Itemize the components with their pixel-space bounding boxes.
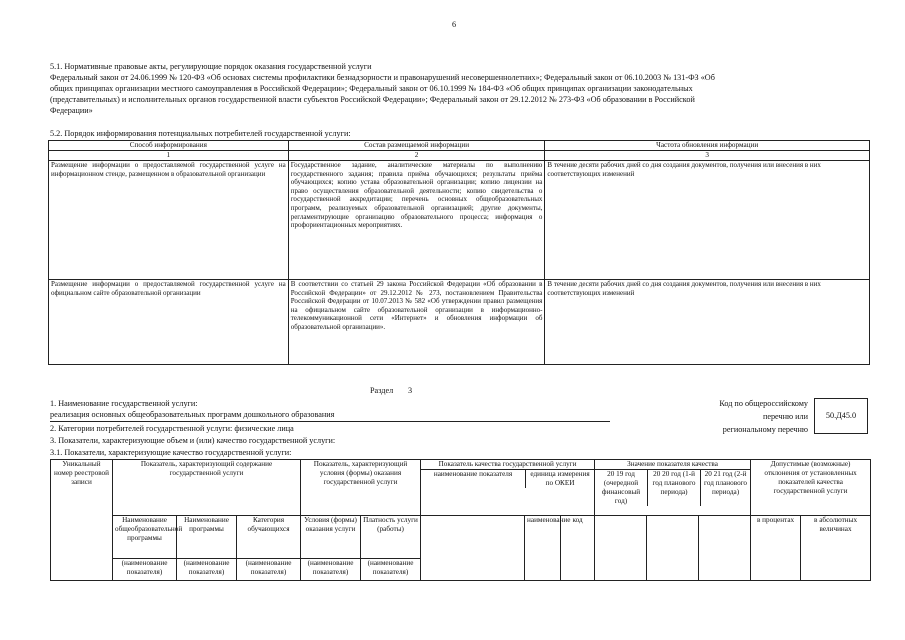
info-method: Размещение информации о предоставляемой государственной услуге на информационном стенде, размещенном в образовательной организации	[49, 161, 289, 280]
info-method: Размещение информации о предоставляемой государственной услуге на официальном сайте образовательной организации	[49, 280, 289, 365]
header-indicator-name: наименование показателя	[421, 470, 526, 488]
info-table	[48, 140, 870, 365]
indicator-note: (наименование показателя)	[361, 558, 421, 580]
empty-cell	[699, 516, 751, 581]
header-year-1: 20 19 год (очередной финансовый год)	[595, 470, 648, 506]
quality-table	[50, 459, 871, 581]
indicator-note: (наименование показателя)	[237, 558, 301, 580]
sub-absolute: в абсолютных величинах	[801, 516, 871, 581]
sub-conditions: Условия (формы) оказания услуги	[301, 516, 361, 558]
legal-text-line: общих принципах организации местного самоуправления в Российской Федерации»; Федеральный закон от 06.10.1999 № 184-ФЗ «Об общих принципах организации законодательных	[50, 84, 693, 93]
legal-heading: 5.1. Нормативные правовые акты, регулирующие порядок оказания государственной услуги	[50, 62, 372, 71]
sub-percent: в процентах	[751, 516, 801, 581]
header-quality-indicator	[421, 460, 595, 516]
indicator-note: (наименование показателя)	[177, 558, 237, 580]
service-name: реализация основных общеобразовательных программ дошкольного образования	[50, 410, 610, 422]
code-label: перечню или	[762, 412, 808, 421]
info-col-header: Состав размещаемой информации	[288, 141, 545, 151]
indicators-heading: 3. Показатели, характеризующие объем и (или) качество государственной услуги:	[50, 436, 336, 445]
empty-cell	[595, 516, 647, 581]
table-row	[49, 161, 870, 280]
info-heading: 5.2. Порядок информирования потенциальных потребителей государственной услуги:	[50, 129, 351, 138]
indicator-note: (наименование показателя)	[301, 558, 361, 580]
legal-text-line: (представительных) и исполнительных органов государственной власти субъектов Российской Федерации»; Федеральный закон от 29.12.2012 № 273-ФЗ «Об образовании в Российской	[50, 95, 695, 104]
header-content-indicator: Показатель, характеризующий содержание государственной услуги	[113, 460, 301, 516]
header-quality-title: Показатель качества государственной услуги	[421, 460, 594, 470]
indicator-note: (наименование показателя)	[113, 558, 177, 580]
table-row	[49, 280, 870, 365]
info-col-header: Частота обновления информации	[545, 141, 870, 151]
empty-cell	[421, 516, 525, 581]
legal-text-line: Федеральный закон от 24.06.1999 № 120-ФЗ «Об основах системы профилактики безнадзорности и правонарушений несовершеннолетних»; Федеральный закон от 06.10.2003 № 131-ФЗ «Об	[50, 73, 715, 82]
code-value: 50.Д45.0	[814, 398, 868, 434]
sub-programs: Наименование программы	[177, 516, 237, 558]
header-unique-number: Уникальный номер реестровой записи	[51, 460, 113, 581]
info-content: Государственное задание, аналитические материалы по выполнению государственного задания; правила приёма обучающихся; результаты приёма обучающихся; копию устава образовательной организации; копию лицензии на право осуществления образовательной деятельности; копию свидетельства о государственной аккредитации; перечень основных общеобразовательных программ, реализуемых образовательной организацией; другие документы, регламентирующие организацию образовательного процесса; информация о профориентационных мероприятиях.	[288, 161, 545, 280]
info-frequency: В течение десяти рабочих дней со дня создания документов, получения или внесения в них соответствующих изменений	[545, 161, 870, 280]
info-col-header: Способ информирования	[49, 141, 289, 151]
info-col-number: 1	[49, 151, 289, 161]
service-name-label: 1. Наименование государственной услуги:	[50, 399, 198, 408]
consumer-category: 2. Категории потребителей государственной услуги: физические лица	[50, 424, 294, 433]
sub-unit-code: код	[561, 516, 595, 581]
legal-text-line: Федерации»	[50, 106, 93, 115]
header-unit: единица измерения по ОКЕИ	[530, 470, 590, 487]
section-number: 3	[408, 386, 413, 395]
header-values	[595, 460, 751, 516]
info-col-number: 3	[545, 151, 870, 161]
info-content: В соответствии со статьей 29 закона Российской Федерации «Об образовании в Российской Федерации» от 29.12.2012 № 273, постановлением Правительства Российской Федерации от 10.07.2013 № 582 «Об утверждении правил размещения на официальном сайте образовательной организации в информационно-телекоммуникационной сети «Интернет» и обновления информации об образовательной организации».	[288, 280, 545, 365]
sub-program-name: Наименование общеобразовательной программы	[113, 516, 177, 558]
code-label: Код по общероссийскому	[719, 399, 808, 408]
sub-unit-name: наименование	[525, 516, 561, 581]
header-year-2: 20 20 год (1-й год планового периода)	[648, 470, 701, 506]
header-deviation: Допустимые (возможные) отклонения от установленных показателей качества государственной услуги	[751, 460, 871, 516]
quality-heading: 3.1. Показатели, характеризующие качество государственной услуги:	[50, 448, 292, 457]
info-col-number: 2	[288, 151, 545, 161]
info-frequency: В течение десяти рабочих дней со дня создания документов, получения или внесения в них соответствующих изменений	[545, 280, 870, 365]
page-number: 6	[452, 20, 457, 29]
header-conditions-indicator: Показатель, характеризующий условия (формы) оказания государственной услуги	[301, 460, 421, 516]
section-label: Раздел	[370, 386, 394, 395]
header-values-title: Значение показателя качества	[595, 460, 750, 470]
code-label: региональному перечню	[722, 425, 808, 434]
empty-cell	[647, 516, 699, 581]
header-year-3: 20 21 год (2-й год планового периода)	[704, 470, 748, 496]
sub-payment: Платность услуги (работы)	[361, 516, 421, 558]
sub-category: Категория обучающихся	[237, 516, 301, 558]
